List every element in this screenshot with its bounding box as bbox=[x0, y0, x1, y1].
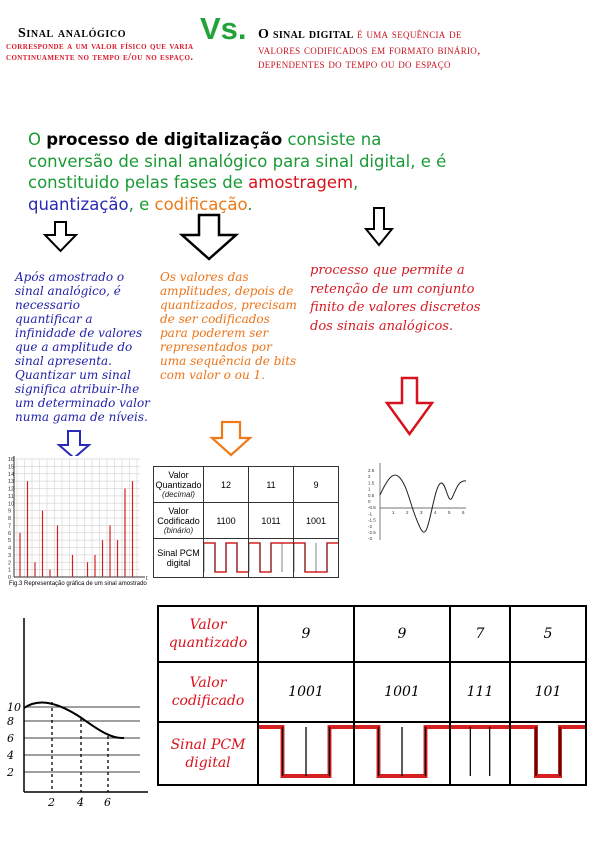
row-label-quantized: Valor Quantizado (decimal) bbox=[154, 467, 204, 503]
pcm-signal-cell bbox=[294, 539, 339, 578]
table-cell: 1001 bbox=[354, 662, 450, 722]
y-tick-label: 0 bbox=[8, 575, 12, 581]
y-tick-label: -2.5 bbox=[368, 530, 376, 535]
down-arrow-icon bbox=[59, 431, 89, 458]
y-tick-label: 5 bbox=[8, 538, 12, 545]
y-tick-label: 16 bbox=[8, 457, 15, 463]
y-tick-label: 14 bbox=[8, 471, 15, 478]
y-tick-label: -2 bbox=[368, 523, 373, 529]
y-tick-label: 8 bbox=[8, 516, 12, 522]
y-tick-label: 4 bbox=[8, 545, 12, 552]
down-arrow-icon bbox=[45, 222, 76, 251]
pcm-signal-cell bbox=[204, 539, 249, 578]
quantization-description: Após amostrado o sinal analógico, é necessario quantificar a infinidade de valores que a amplitude do sinal apresenta. Quantizar um sinal significa atribuir-lhe um determinado valor numa gama de níveis. bbox=[15, 270, 150, 424]
analog-signal-description: corresponde a um valor físico que varia continuamente no tempo e/ou no espaço. bbox=[6, 41, 194, 63]
y-tick-label: 2 bbox=[368, 474, 371, 480]
y-tick-label: 1 bbox=[8, 567, 12, 574]
pcm-signal-cell bbox=[450, 722, 510, 785]
table-cell: 9 bbox=[354, 606, 450, 662]
table-cell: 1001 bbox=[258, 662, 354, 722]
quantized-curve-chart bbox=[6, 618, 148, 809]
y-tick-label: 0.5 bbox=[368, 492, 375, 498]
sampling-description: processo que permite a retenção de um conjunto finito de valores discretos dos sinais analógicos. bbox=[310, 263, 481, 334]
y-tick-label: 12 bbox=[8, 486, 15, 493]
row-label-quantized: Valor quantizado bbox=[158, 606, 258, 662]
versus-label: Vs. bbox=[200, 11, 247, 46]
x-tick-label: 4 bbox=[77, 796, 84, 809]
intro-text: consiste na conversão de sinal analógico para sinal digital, e é constituido pelas fases de bbox=[28, 130, 447, 192]
table-cell: 111 bbox=[450, 662, 510, 722]
intro-text: . bbox=[247, 194, 253, 214]
row-label-pcm: Sinal PCM digital bbox=[158, 722, 258, 785]
y-tick-label: 13 bbox=[8, 479, 15, 486]
row-label-coded: Valor Codificado (binário) bbox=[154, 503, 204, 539]
table-cell: 12 bbox=[204, 467, 249, 503]
pcm-signal-cell bbox=[510, 722, 586, 785]
pcm-small-table bbox=[153, 466, 339, 578]
y-tick-label: 2.5 bbox=[368, 468, 375, 473]
x-tick-label: 3 bbox=[420, 510, 423, 515]
down-arrow-icon bbox=[182, 215, 236, 259]
y-tick-label: -0.5 bbox=[368, 505, 376, 511]
y-tick-label: 9 bbox=[8, 508, 12, 515]
y-tick-label: 6 bbox=[7, 732, 14, 745]
y-tick-label: 1.5 bbox=[368, 480, 375, 486]
sampled-signal-chart bbox=[8, 456, 148, 587]
x-tick-label: 6 bbox=[104, 796, 111, 809]
table-cell: 11 bbox=[249, 467, 294, 503]
pcm-large-table bbox=[157, 605, 587, 786]
y-tick-label: 7 bbox=[8, 523, 12, 530]
y-tick-label: 6 bbox=[8, 530, 12, 537]
row-label-pcm: Sinal PCM digital bbox=[154, 539, 204, 578]
y-tick-label: 3 bbox=[8, 552, 12, 559]
sampled-chart-caption: Fig.3 Representação gráfica de um sinal amostrado bbox=[9, 581, 147, 587]
x-axis-label: t bbox=[146, 576, 148, 582]
intro-keyword-sampling: amostragem bbox=[248, 173, 354, 192]
y-tick-label: 11 bbox=[8, 493, 14, 500]
x-tick-label: 4 bbox=[434, 510, 437, 515]
y-tick-label: 0 bbox=[368, 499, 371, 504]
intro-text: O bbox=[28, 130, 47, 149]
y-tick-label: -1 bbox=[368, 511, 373, 517]
pcm-signal-cell bbox=[258, 722, 354, 785]
y-tick-label: 4 bbox=[7, 749, 14, 762]
y-tick-label: 2 bbox=[7, 766, 14, 779]
table-cell: 9 bbox=[258, 606, 354, 662]
table-cell: 9 bbox=[294, 467, 339, 503]
y-tick-label: 10 bbox=[8, 501, 15, 508]
y-tick-label: 1 bbox=[368, 486, 371, 492]
table-cell: 101 bbox=[510, 662, 586, 722]
pcm-signal-cell bbox=[249, 539, 294, 578]
down-arrow-icon bbox=[366, 208, 392, 245]
y-tick-label: -1.5 bbox=[368, 517, 376, 523]
intro-text: , bbox=[353, 173, 359, 192]
continuous-wave-chart bbox=[368, 463, 466, 541]
table-cell: 7 bbox=[450, 606, 510, 662]
intro-keyword-coding: codificação bbox=[154, 194, 248, 214]
x-tick-label: 6 bbox=[462, 510, 465, 515]
down-arrow-icon bbox=[387, 378, 432, 434]
y-tick-label: 2 bbox=[8, 560, 12, 567]
x-tick-label: 2 bbox=[48, 796, 55, 809]
x-tick-label: 1 bbox=[392, 510, 395, 515]
digital-signal-description: é uma sequência de valores codificados em formato binário, dependentes do tempo ou do espaço bbox=[258, 26, 481, 71]
table-cell: 1011 bbox=[249, 503, 294, 539]
pcm-signal-cell bbox=[354, 722, 450, 785]
intro-keyword-quantization: quantização bbox=[28, 194, 129, 214]
intro-text: , e bbox=[128, 194, 155, 214]
table-cell: 1001 bbox=[294, 503, 339, 539]
x-tick-label: 5 bbox=[448, 510, 451, 515]
intro-keyword-process: processo de digitalização bbox=[46, 130, 283, 149]
coding-description: Os valores das amplitudes, depois de quantizados, precisam de ser codificados para poderem ser representados por uma sequência de bits com valor o ou 1. bbox=[160, 270, 297, 382]
y-tick-label: 8 bbox=[7, 715, 14, 728]
y-tick-label: 15 bbox=[8, 464, 15, 471]
table-cell: 5 bbox=[510, 606, 586, 662]
digital-signal-title: O sinal digital bbox=[258, 27, 354, 42]
analog-signal-title: Sinal analógico bbox=[18, 26, 127, 41]
table-cell: 1100 bbox=[204, 503, 249, 539]
y-tick-label: 10 bbox=[7, 701, 21, 714]
y-tick-label: -3 bbox=[368, 536, 373, 542]
row-label-coded: Valor codificado bbox=[158, 662, 258, 722]
x-tick-label: 2 bbox=[406, 510, 409, 515]
down-arrow-icon bbox=[212, 422, 250, 455]
